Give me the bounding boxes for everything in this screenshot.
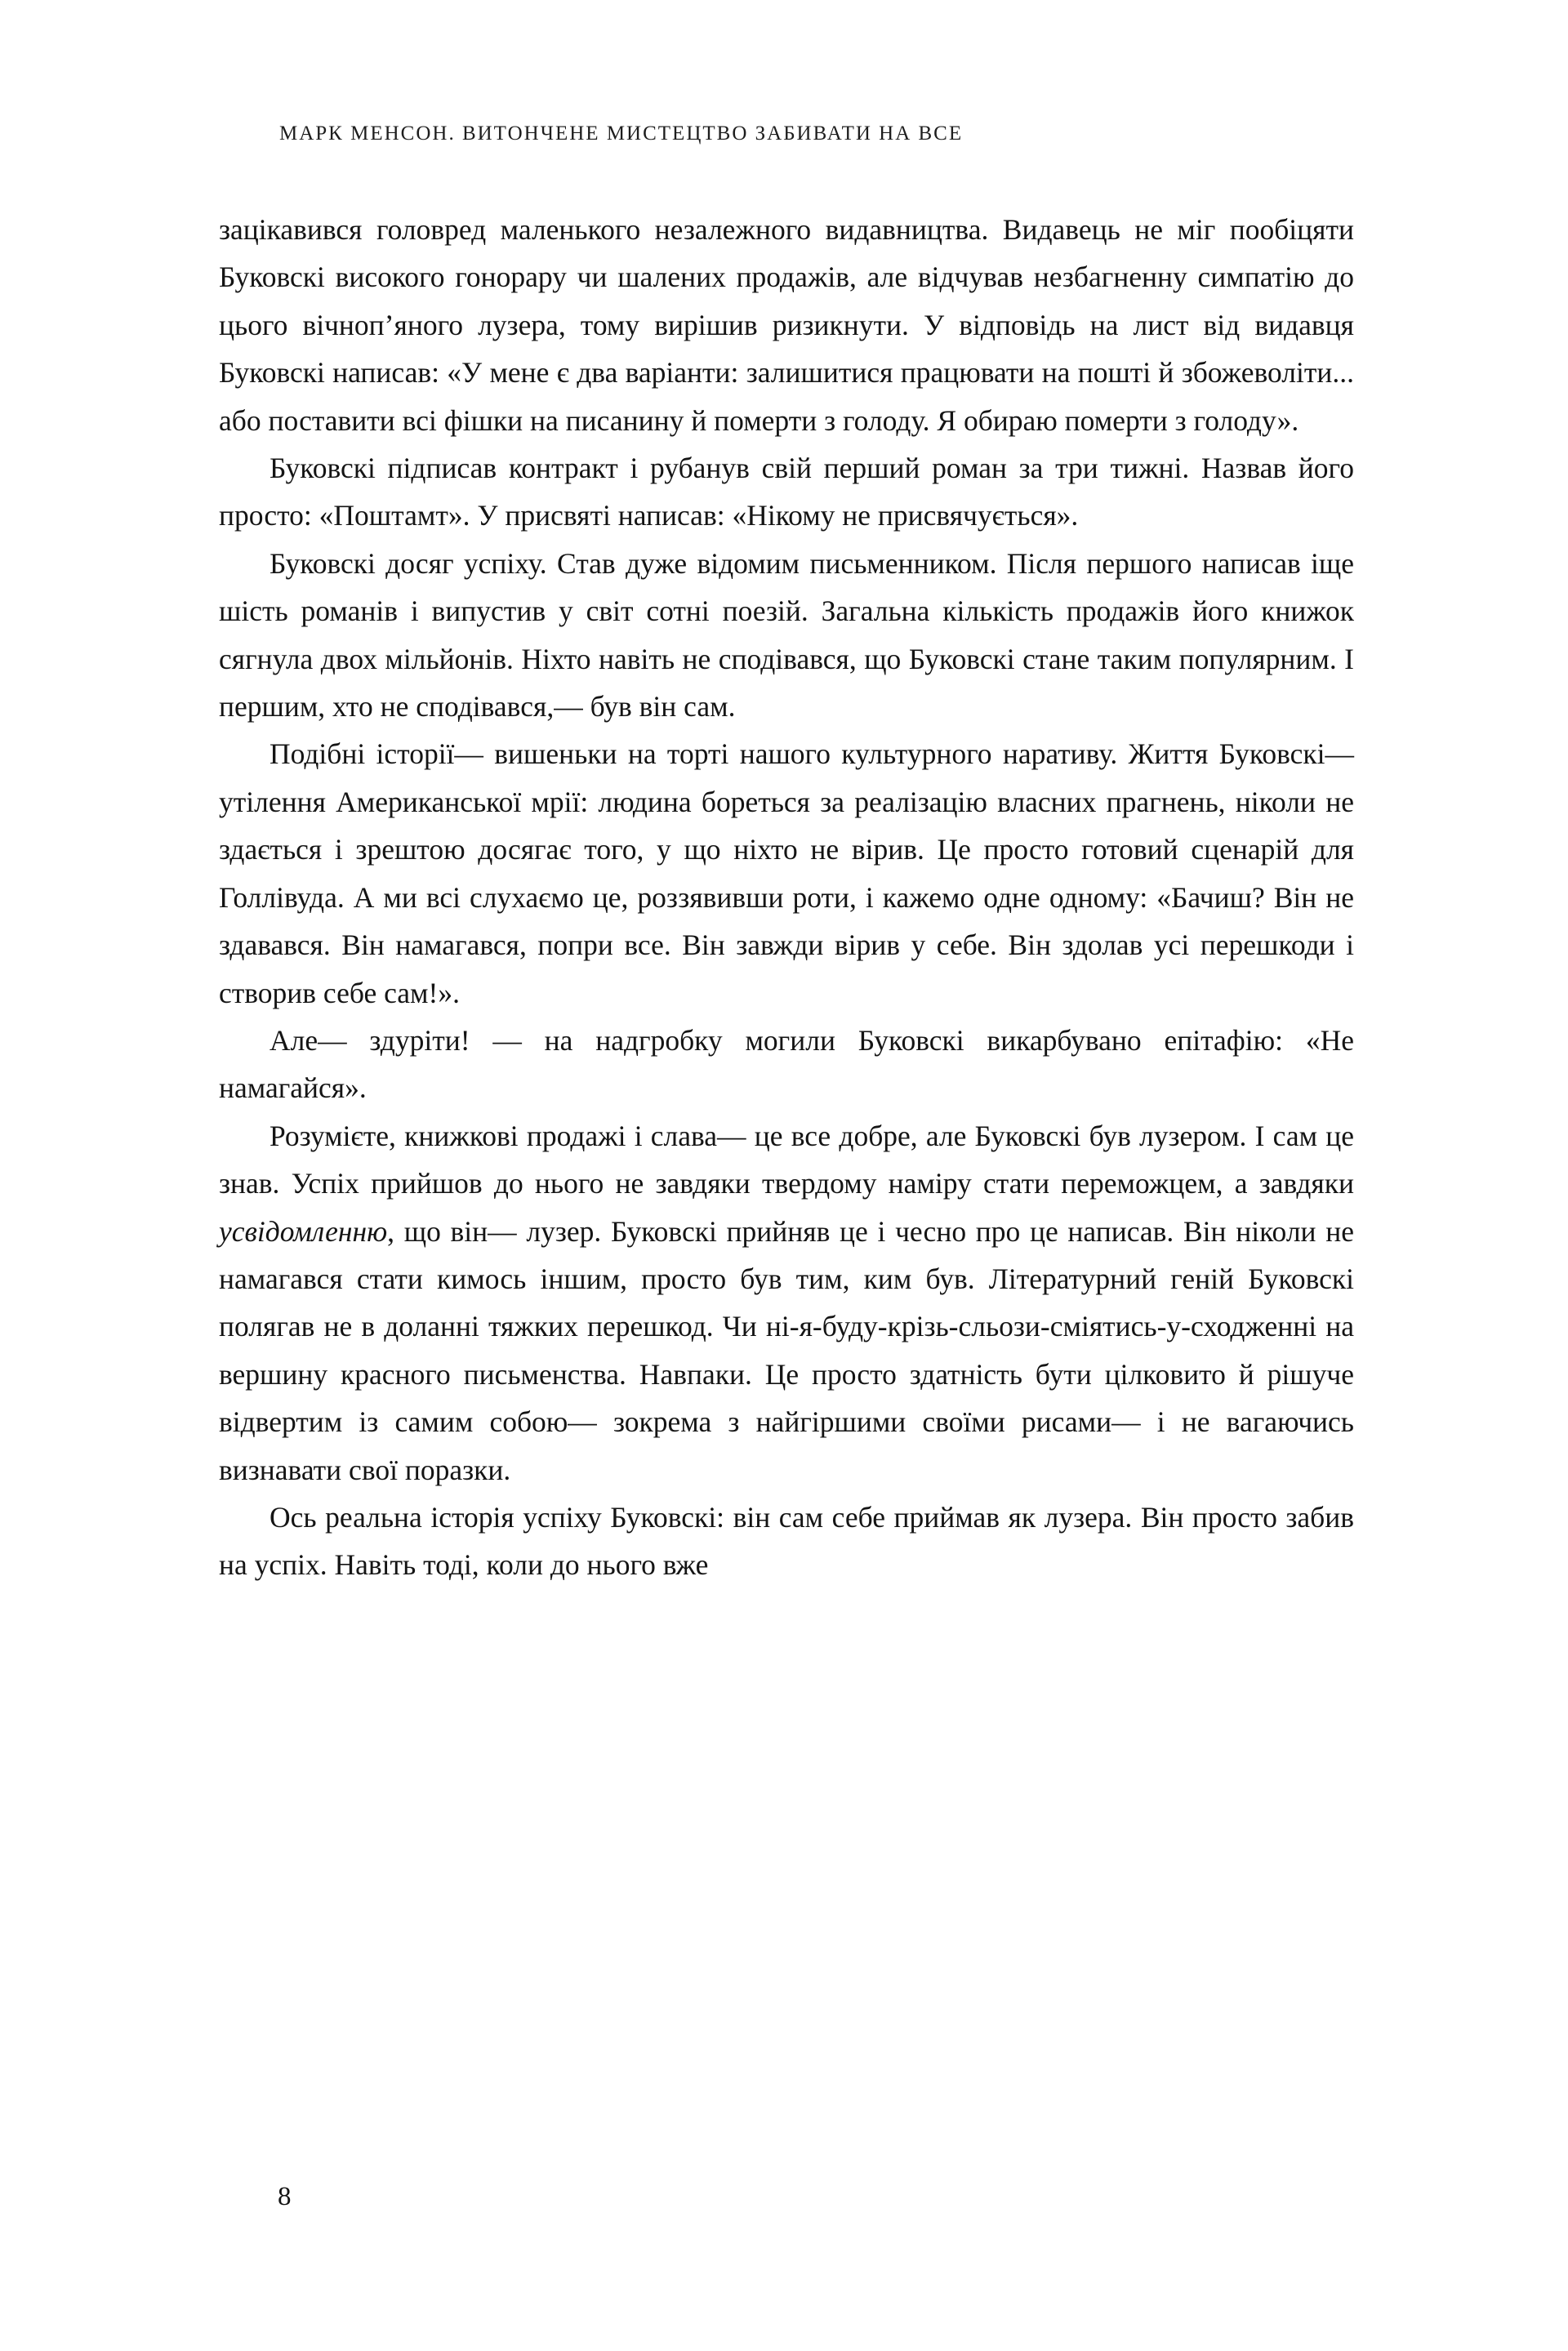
paragraph: Буковскі досяг успіху. Став дуже відомим письменником. Після першого написав іще шість романів і випустив у світ сотні поезій. Загальна кількість продажів його книжок сягнула двох мільйонів. Ніхто навіть не сподівався, що Буковскі стане таким популярним. І першим, хто не сподівався,— був він сам. (219, 546, 1354, 724)
paragraph: Ось реальна історія успіху Буковскі: він сам себе приймав як лузера. Він просто забив на успіх. Навіть тоді, коли до нього вже (219, 1500, 1354, 1582)
paragraph: Розумієте, книжкові продажі і слава— це все добре, але Буковскі був лузером. І сам це знав. Успіх прийшов до нього не завдяки твердому наміру стати переможцем, а завдяки усвідомленню, що він— лузер. Буковскі прийняв це і чесно про це написав. Він ніколи не намагався стати кимось іншим, просто був тим, ким був. Літературний геній Буковскі полягав не в доланні тяжких перешкод. Чи ні-я-буду-крізь-сльози-сміятись-у-сходженні на вершину красного письменства. Навпаки. Це просто здатність бути цілковито й рішуче відвертим із самим собою— зокрема з найгіршими своїми рисами— і не вагаючись визнавати свої поразки. (219, 1119, 1354, 1486)
emphasis-text: усвідомленню (219, 1214, 388, 1248)
paragraph: Подібні історії— вишеньки на торті нашого культурного наративу. Життя Буковскі— утілення Американської мрії: людина бореться за реалізацію власних прагнень, ніколи не здається і зрештою досягає того, у що ніхто не вірив. Це просто готовий сценарій для Голлівуда. А ми всі слухаємо це, роззявивши роти, і кажемо одне одному: «Бачиш? Він не здавався. Він намагався, попри все. Він завжди вірив у себе. Він здолав усі перешкоди і створив себе сам!». (219, 737, 1354, 1009)
paragraph: Буковскі підписав контракт і рубанув свій перший роман за три тижні. Назвав його просто: «Поштамт». У присвяті написав: «Нікому не присвячується». (219, 452, 1354, 532)
page-body (219, 206, 1354, 1589)
paragraph: зацікавився головред маленького незалежного видавництва. Видавець не міг пообіцяти Буковскі високого гонорару чи шалених продажів, але відчував незбагненну симпатію до цього вічноп’яного лузера, тому вирішив ризикнути. У відповідь на лист від видавця Буковскі написав: «У мене є два варіанти: залишитися працювати на пошті й збожеволіти... або поставити всі фішки на писанину й померти з голоду. Я обираю померти з голоду». (219, 213, 1354, 437)
running-head: МАРК МЕНСОН. ВИТОНЧЕНЕ МИСТЕЦТВО ЗАБИВАТИ НА ВСЕ (279, 122, 964, 145)
page-number: 8 (278, 2182, 292, 2211)
paragraph: Але— здуріти! — на надгробку могили Буковскі викарбувано епітафію: «Не намагайся». (219, 1023, 1354, 1105)
